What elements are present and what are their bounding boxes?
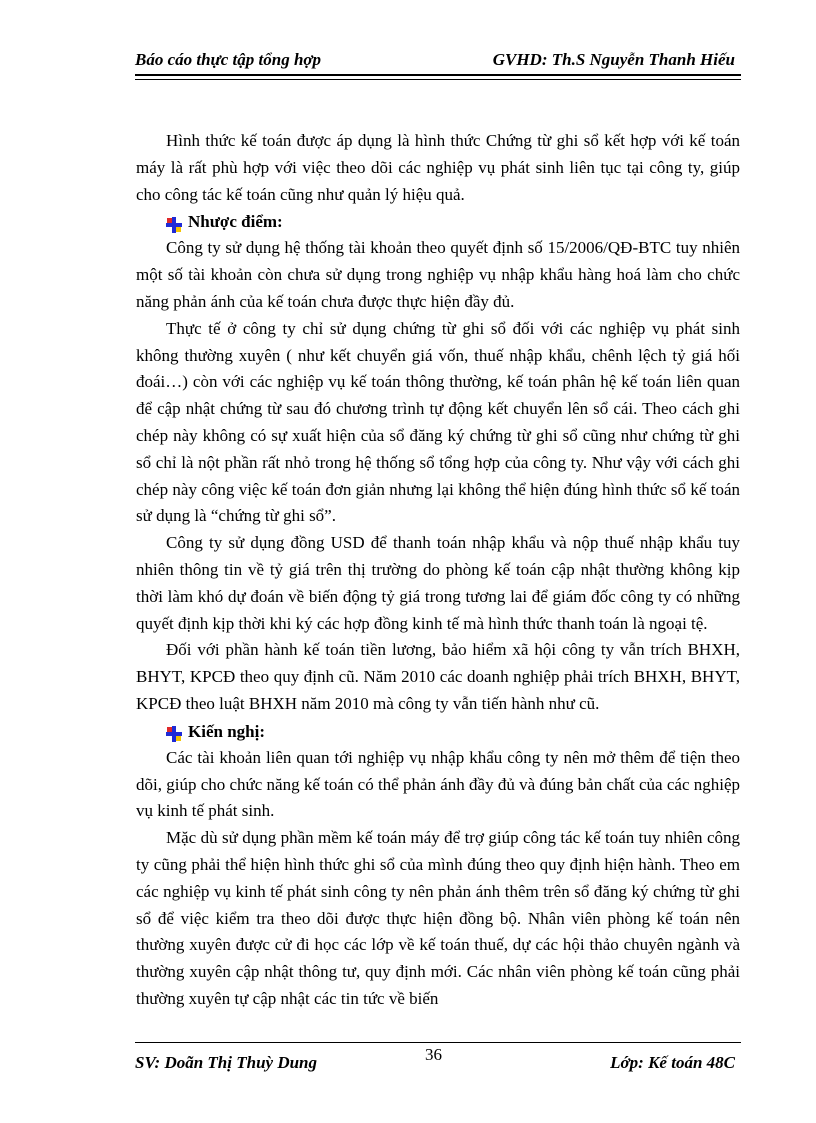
heading-weakness	[136, 208, 740, 235]
paragraph-software-training: Mặc dù sử dụng phần mềm kế toán máy để trợ giúp công tác kế toán tuy nhiên công ty cũng phải thể hiện hình thức ghi sổ của mình đúng theo quy định hiện hành. Theo em các nghiệp vụ kinh tế phát sinh công ty nên phản ánh thêm trên sổ đăng ký chứng từ ghi sổ để việc kiểm tra theo dõi được thực hiện đồng bộ. Nhân viên phòng kế toán nên thường xuyên được cử đi học các lớp về kế toán thuế, dự các hội thảo chuyên ngành và thường xuyên cập nhật thông tư, quy định mới. Các nhân viên phòng kế toán cũng phải thường xuyên tự cập nhật các tin tức về biến	[136, 828, 740, 1008]
page-number: 36	[425, 1045, 442, 1064]
footer-class: Lớp: Kế toán 48C	[610, 1053, 735, 1072]
header-supervisor: GVHD: Th.S Nguyễn Thanh Hiếu	[492, 50, 735, 69]
paragraph-import-accounts: Các tài khoản liên quan tới nghiệp vụ nhập khẩu công ty nên mở thêm để tiện theo dõi, giúp cho chức năng kế toán có thể phản ánh đầy đủ và đúng bản chất của các nghiệp vụ kinh tế phát sinh.	[136, 747, 741, 821]
paragraph-voucher-usage: Thực tế ở công ty chỉ sử dụng chứng từ ghi sổ đối với các nghiệp vụ phát sinh không thường xuyên ( như kết chuyển giá vốn, thuế nhập khẩu, chênh lệch tỷ giá hối đoái…) còn với các nghiệp vụ kế toán thông thường, kế toán phân hệ kế toán liên quan để cập nhật chứng từ sau đó chương trình tự động kết chuyển lên sổ cái. Theo cách ghi chép này không có sự xuất hiện của sổ đăng ký chứng từ ghi sổ cũng như chứng từ ghi sổ chỉ là nột phần rất nhỏ trong hệ thống sổ tổng hợp của công ty. Như vậy với cách ghi chép này công việc kế toán đơn giản nhưng lại không thể hiện đúng hình thức sổ kế toán sử dụng là “chứng từ ghi sổ”.	[136, 318, 740, 526]
footer-student-name: SV: Doãn Thị Thuỳ Dung	[135, 1053, 318, 1072]
paragraph-salary-insurance: Đối với phần hành kế toán tiền lương, bảo hiểm xã hội công ty vẫn trích BHXH, BHYT, KPCĐ theo quy định cũ. Năm 2010 các doanh nghiệp phải trích BHXH, BHYT, KPCĐ theo luật BHXH năm 2010 mà công ty vẫn tiến hành như cũ.	[136, 640, 740, 713]
heading-recommendation	[136, 718, 740, 745]
header-report-title: Báo cáo thực tập tổng hợp	[135, 50, 322, 69]
paragraph-usd-exchange: Công ty sử dụng đồng USD để thanh toán nhập khẩu và nộp thuế nhập khẩu tuy nhiên thông tin về tỷ giá trên thị trường do phòng kế toán cập nhật thường không kịp thời làm khó dự đoán về biến động tỷ giá trong tương lai để giám đốc công ty có những quyết định kịp thời khi ký các hợp đồng kinh tế mà hình thức thanh toán là ngoại tệ.	[136, 533, 740, 633]
heading-weakness-label: Nhược điểm:	[188, 212, 283, 232]
document-body	[136, 128, 740, 1013]
paragraph-accounting-form: Hình thức kế toán được áp dụng là hình thức Chứng từ ghi sổ kết hợp với kế toán máy là rất phù hợp với việc theo dõi các nghiệp vụ phát sinh liên tục tại công ty, giúp cho công tác kế toán cũng như quản lý hiệu quả.	[136, 131, 740, 204]
bullet-arrow-icon	[166, 214, 182, 230]
header-divider	[135, 79, 741, 80]
paragraph-account-system: Công ty sử dụng hệ thống tài khoản theo quyết định số 15/2006/QĐ-BTC tuy nhiên một số tài khoản còn chưa sử dụng trong nghiệp vụ nhập khẩu hàng hoá làm cho chức năng phản ánh của kế toán chưa được thực hiện đầy đủ.	[136, 238, 740, 311]
page-header	[135, 46, 741, 76]
bullet-arrow-icon	[166, 723, 182, 739]
page-footer	[135, 1042, 741, 1072]
heading-recommendation-label: Kiến nghị:	[188, 721, 265, 741]
